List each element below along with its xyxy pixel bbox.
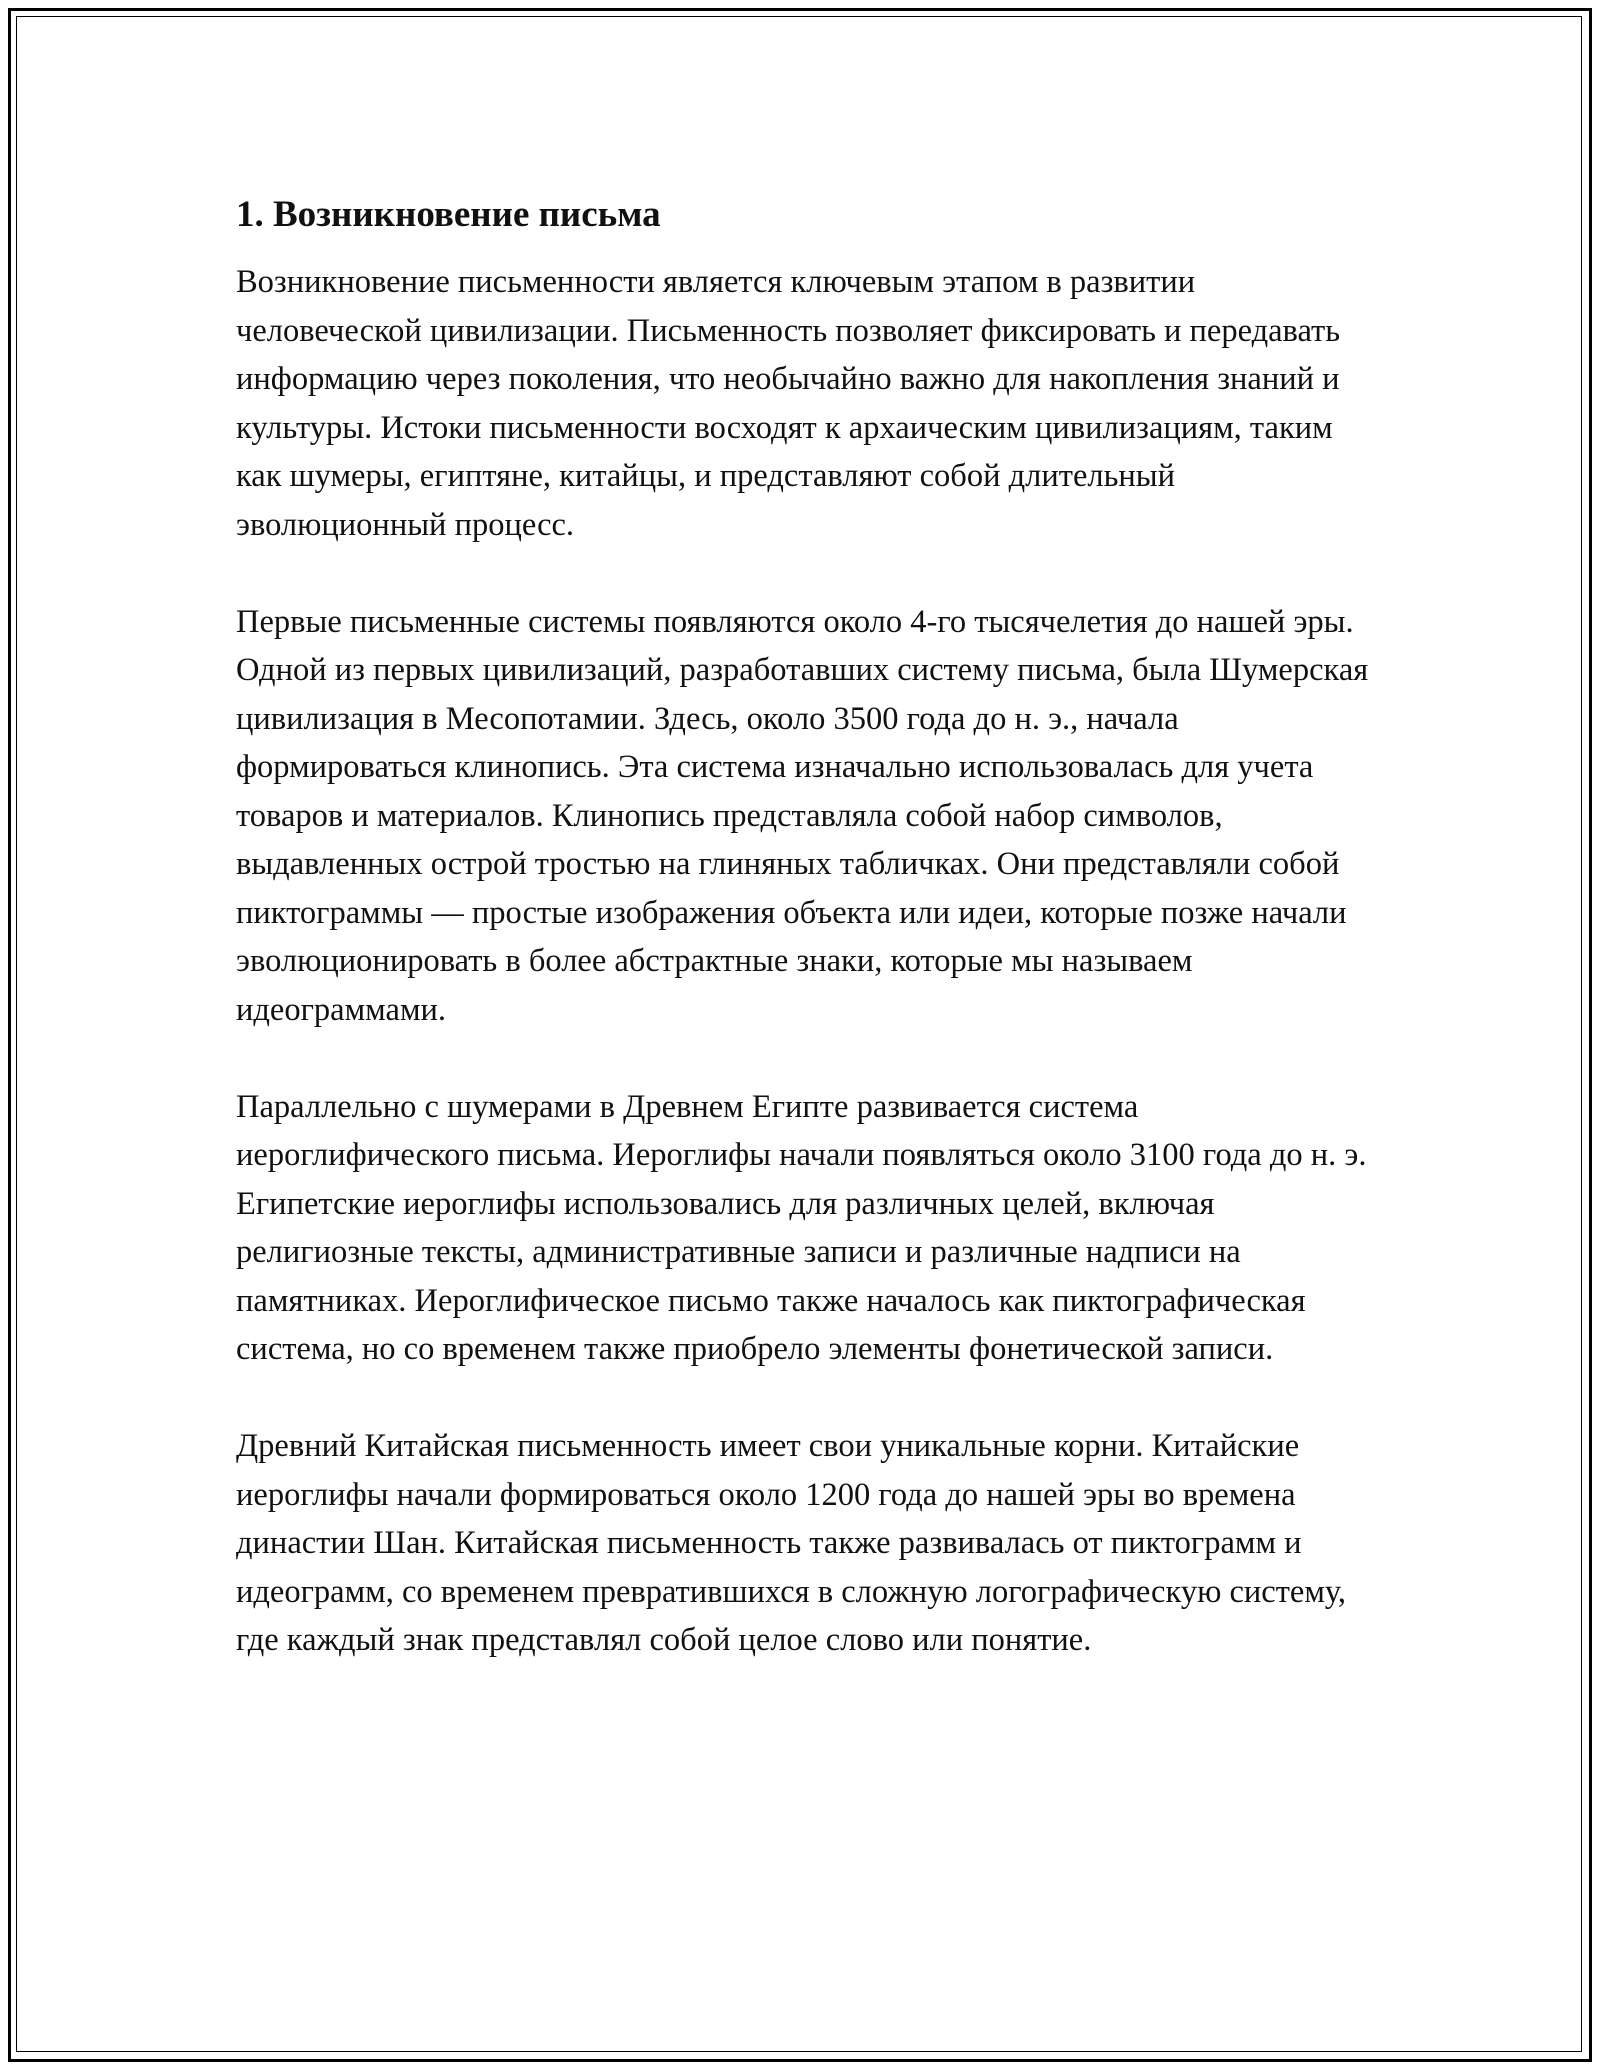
paragraph-chinese: Древний Китайская письменность имеет свои уникальные корни. Китайские иероглифы начали формироваться около 1200 года до нашей эры во времена династии Шан. Китайская письменность также развивалась от пиктограмм и идеограмм, со временем превратившихся в сложную логографическую систему, где каждый знак представлял собой целое слово или понятие. [236, 1428, 1347, 1658]
paragraph-intro: Возникновение письменности является ключевым этапом в развитии человеческой цивилизации. Письменность позволяет фиксировать и передавать информацию через поколения, что необычайно важно для накопления знаний и культуры. Истоки письменности восходят к архаическим цивилизациям, таким как шумеры, египтяне, китайцы, и представляют собой длительный эволюционный процесс. [236, 264, 1341, 543]
paragraph-sumerian: Первые письменные системы появляются около 4-го тысячелетия до нашей эры. Одной из первых цивилизаций, разработавших систему письма, была Шумерская цивилизация в Месопотамии. Здесь, около 3500 года до н. э., начала формироваться клинопись. Эта система изначально использовалась для учета товаров и материалов. Клинопись представляла собой набор символов, выдавленных острой тростью на глиняных табличках. Они представляли собой пиктограммы — простые изображения объекта или идеи, которые позже начали эволюционировать в более абстрактные знаки, которые мы называем идеограммами. [236, 603, 1369, 1028]
document-body [236, 192, 1386, 1713]
paragraph-egyptian: Параллельно с шумерами в Древнем Египте развивается система иероглифического письма. Иероглифы начали появляться около 3100 года до н. э. Египетские иероглифы использовались для различных целей, включая религиозные тексты, административные записи и различные надписи на памятниках. Иероглифическое письмо также началось как пиктографическая система, но со временем также приобрело элементы фонетической записи. [236, 1088, 1367, 1367]
section-heading: 1. Возникновение письма [236, 194, 661, 235]
